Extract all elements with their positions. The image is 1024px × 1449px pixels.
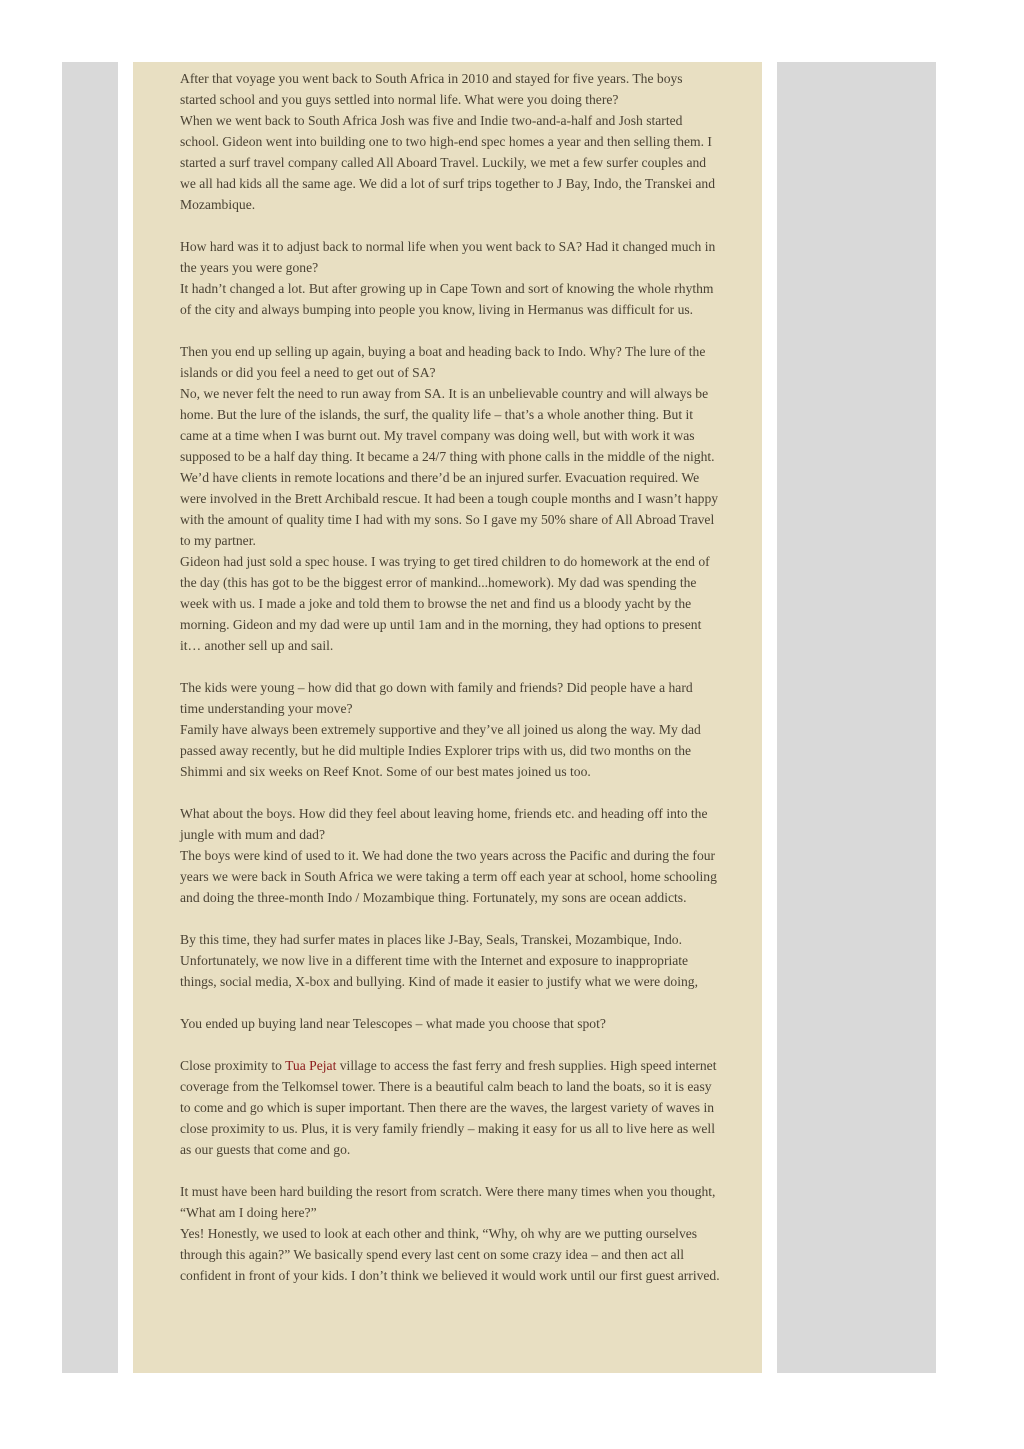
right-sidebar	[777, 62, 936, 1373]
paragraph-gap	[180, 320, 720, 341]
answer-land	[180, 1055, 720, 1160]
paragraph-gap	[180, 656, 720, 677]
paragraph-gap	[180, 908, 720, 929]
question-adjust: How hard was it to adjust back to normal life when you went back to SA? Had it changed much in the years you were gone?	[180, 239, 716, 275]
paragraph-gap	[180, 1160, 720, 1181]
paragraph-gap	[180, 782, 720, 803]
left-sidebar	[62, 62, 118, 1373]
answer-land-start: Close proximity to	[180, 1058, 286, 1073]
answer-building: Yes! Honestly, we used to look at each other and think, “Why, oh why are we putting ourselves through this again?” We basically spend every last cent on some crazy idea – and then act all confident in front of your kids. I don’t think we believed it would work until our first guest arrived.	[180, 1226, 720, 1283]
answer-family: Family have always been extremely supportive and they’ve all joined us along the way. My dad passed away recently, but he did multiple Indies Explorer trips with us, did two months on the Shimmi and six weeks on Reef Knot. Some of our best mates joined us too.	[180, 722, 701, 779]
article-body	[180, 68, 720, 1286]
answer-adjust: It hadn’t changed a lot. But after growing up in Cape Town and sort of knowing the whole rhythm of the city and always bumping into people you know, living in Hermanus was difficult for us.	[180, 281, 714, 317]
question-selling-up: Then you end up selling up again, buying a boat and heading back to Indo. Why? The lure of the islands or did you feel a need to get out of SA?	[180, 344, 706, 380]
tua-pejat-link[interactable]: Tua Pejat	[285, 1058, 337, 1073]
answer-selling-up-continued: Gideon had just sold a spec house. I was trying to get tired children to do homework at the end of the day (this has got to be the biggest error of mankind...homework). My dad was spending the week with us. I made a joke and told them to browse the net and find us a bloody yacht by the morning. Gideon and my dad were up until 1am and in the morning, they had options to present it… another sell up and sail.	[180, 554, 710, 653]
question-family: The kids were young – how did that go down with family and friends? Did people have a hard time understanding your move?	[180, 680, 693, 716]
answer-boys-continued: By this time, they had surfer mates in places like J-Bay, Seals, Transkei, Mozambique, Indo. Unfortunately, we now live in a different time with the Internet and exposure to inappropriate things, social media, X-box and bullying. Kind of made it easier to justify what we were doing,	[180, 932, 698, 989]
answer-voyage: When we went back to South Africa Josh was five and Indie two-and-a-half and Josh started school. Gideon went into building one to two high-end spec homes a year and then selling them. I started a surf travel company called All Aboard Travel. Luckily, we met a few surfer couples and we all had kids all the same age. We did a lot of surf trips together to J Bay, Indo, the Transkei and Mozambique.	[180, 113, 715, 212]
answer-selling-up: No, we never felt the need to run away from SA. It is an unbelievable country and will always be home. But the lure of the islands, the surf, the quality life – that’s a whole another thing. But it came at a time when I was burnt out. My travel company was doing well, but with work it was supposed to be a half day thing. It became a 24/7 thing with phone calls in the middle of the night. We’d have clients in remote locations and there’d be an injured surfer. Evacuation required. We were involved in the Brett Archibald rescue. It had been a tough couple months and I wasn’t happy with the amount of quality time I had with my sons. So I gave my 50% share of All Abroad Travel to my partner.	[180, 386, 719, 548]
answer-boys: The boys were kind of used to it. We had done the two years across the Pacific and during the four years we were back in South Africa we were taking a term off each year at school, home schooling and doing the three-month Indo / Mozambique thing. Fortunately, my sons are ocean addicts.	[180, 848, 717, 905]
question-boys: What about the boys. How did they feel about leaving home, friends etc. and heading off into the jungle with mum and dad?	[180, 806, 708, 842]
paragraph-gap	[180, 992, 720, 1013]
paragraph-gap	[180, 1034, 720, 1055]
answer-land-rest: village to access the fast ferry and fresh supplies. High speed internet coverage from the Telkomsel tower. There is a beautiful calm beach to land the boats, so it is easy to come and go which is super important. Then there are the waves, the largest variety of waves in close proximity to us. Plus, it is very family friendly – making it easy for us all to live here as well as our guests that come and go.	[180, 1058, 717, 1157]
paragraph-gap	[180, 215, 720, 236]
question-land: You ended up buying land near Telescopes – what made you choose that spot?	[180, 1016, 606, 1031]
question-building: It must have been hard building the resort from scratch. Were there many times when you thought, “What am I doing here?”	[180, 1184, 716, 1220]
question-voyage: After that voyage you went back to South Africa in 2010 and stayed for five years. The boys started school and you guys settled into normal life. What were you doing there?	[180, 71, 683, 107]
